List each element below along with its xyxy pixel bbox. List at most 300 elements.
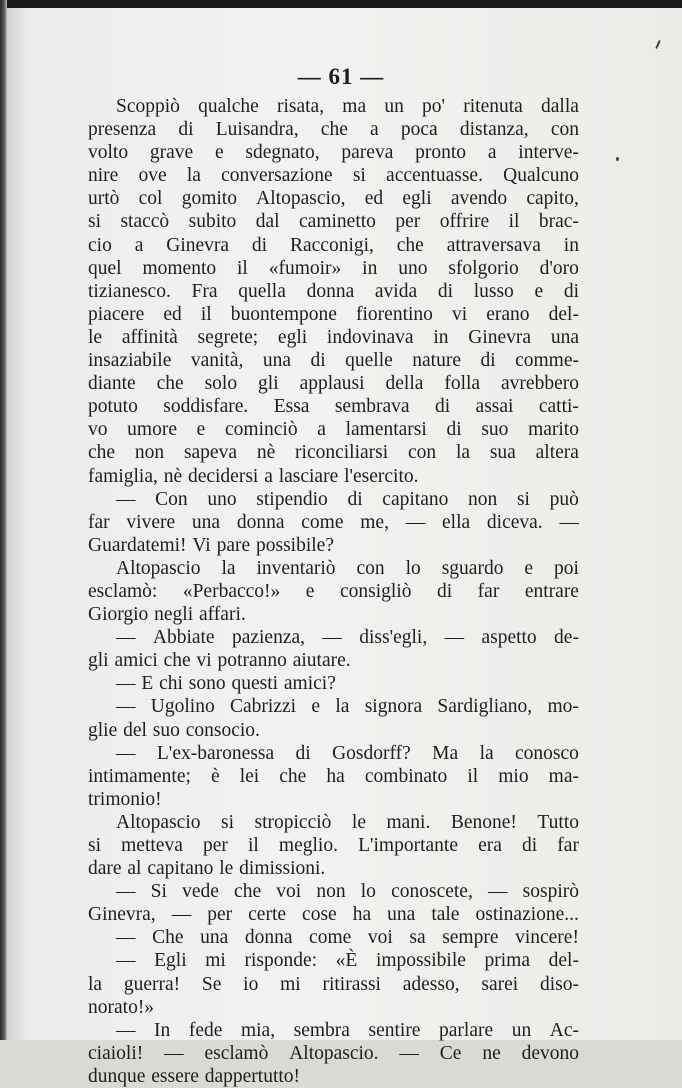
word: pazienza, (231, 627, 306, 649)
word: far (557, 835, 579, 856)
word: le (351, 811, 366, 833)
word: avendo (450, 188, 508, 210)
word: capitano (147, 858, 214, 880)
word: nè (256, 442, 276, 464)
word: comme- (515, 350, 579, 372)
word: fiorentino (356, 303, 433, 325)
word: e (311, 696, 321, 718)
word: dunque (88, 1065, 146, 1087)
word: e (214, 142, 224, 164)
word: — (399, 1042, 419, 1064)
word: diso- (539, 973, 579, 995)
word: si (220, 811, 234, 833)
word: assai (475, 396, 514, 418)
word: ha (352, 904, 372, 926)
word: volto (88, 142, 129, 164)
word: piacere (88, 303, 145, 325)
word: guerra! (123, 973, 181, 995)
word: urtò (88, 188, 120, 210)
word: Egli (154, 950, 187, 972)
word: vanità, (190, 350, 244, 372)
word: la (88, 973, 103, 995)
word: ne (482, 1042, 501, 1064)
word: vivere (126, 511, 176, 533)
word: Luisandra, (215, 119, 299, 141)
word: a (317, 419, 326, 441)
text-line (88, 511, 579, 534)
word: con (550, 119, 579, 141)
word: Racconigi, (289, 234, 374, 256)
text-line (88, 441, 579, 464)
word: dalla (541, 96, 579, 117)
word: intimamente; (88, 765, 191, 787)
text-line (88, 303, 579, 326)
word: ritenuta (463, 96, 523, 117)
word: interve- (518, 142, 579, 164)
word: segrete; (197, 326, 259, 348)
word: cominciò (225, 419, 298, 441)
word: di (178, 119, 194, 141)
word: tizianesco. (88, 280, 171, 302)
word: suo (152, 719, 180, 741)
word: insaziabile (88, 350, 172, 372)
word: mi (205, 950, 226, 972)
text-line (88, 395, 579, 418)
word: — (116, 488, 136, 510)
word: per (202, 835, 228, 856)
word: una (550, 326, 579, 348)
word: diante (88, 373, 136, 395)
word: soddisfare. (163, 396, 249, 418)
word: sfolgorio (448, 257, 519, 279)
word: nire (88, 165, 119, 187)
word: lamentarsi (345, 419, 427, 441)
word: voi (367, 927, 393, 949)
scan-top-edge (0, 0, 682, 8)
word: Tutto (537, 811, 579, 833)
word: pronto (415, 142, 467, 164)
text-line (88, 372, 579, 395)
word: che (396, 234, 424, 256)
word: po' (422, 96, 446, 117)
word: Ginevra (468, 326, 532, 348)
text-line (88, 742, 579, 765)
word: folla (444, 373, 481, 395)
text-line (88, 326, 579, 349)
word: combinato (364, 765, 448, 787)
word: questi (231, 673, 279, 695)
word: e (196, 419, 206, 441)
word: conversazione (221, 165, 333, 187)
word: egli (402, 188, 432, 210)
word: e (534, 280, 544, 302)
text-line (88, 926, 579, 949)
text-line (88, 788, 579, 811)
word: meglio. (278, 835, 338, 856)
word: Scoppiò (116, 96, 180, 117)
text-line (88, 626, 579, 649)
word: subito (188, 211, 237, 233)
word: quella (238, 280, 286, 302)
word: con (407, 442, 437, 464)
word: il (508, 211, 520, 233)
word: buontempone (230, 303, 337, 325)
word: che (156, 373, 184, 395)
word: sapeva (183, 442, 237, 464)
word: di (347, 488, 363, 510)
text-line (88, 257, 579, 280)
word: mi (280, 973, 301, 995)
word: sempre (442, 927, 499, 949)
word: ma (342, 96, 367, 117)
word: risponde: (244, 950, 318, 972)
scan-left-edge (0, 0, 7, 1040)
text-line (88, 996, 579, 1019)
word: vi (196, 650, 212, 672)
word: Ce (439, 1042, 462, 1064)
word: — (116, 950, 136, 972)
word: che (88, 442, 116, 464)
word: con (356, 557, 385, 579)
word: Guardatemi! (88, 534, 187, 556)
text-line (88, 811, 579, 834)
word: nè (163, 465, 183, 487)
word: «Perbacco!» (182, 580, 281, 602)
ink-speck (616, 157, 619, 161)
word: donna (236, 511, 285, 533)
word: far (88, 511, 110, 533)
word: il (467, 765, 479, 787)
word: indovinava (326, 326, 414, 348)
text-line (88, 141, 579, 164)
text-line (88, 534, 579, 557)
word: uno (207, 488, 237, 510)
word: sembra (293, 1019, 350, 1041)
word: vo (88, 419, 108, 441)
word: ciaioli! (88, 1042, 144, 1064)
word: umore (127, 419, 177, 441)
word: vi (452, 303, 468, 325)
word: sarei (481, 973, 519, 995)
word: Sardigliano, (437, 696, 533, 718)
word: accentuasse. (386, 165, 483, 187)
word: lo (405, 557, 421, 579)
word: egli (277, 326, 308, 348)
word: era (478, 835, 502, 856)
text-line (88, 349, 579, 372)
word: possibile? (255, 534, 334, 556)
word: Ma (432, 742, 459, 764)
text-line (88, 857, 579, 880)
text-line (88, 649, 579, 672)
word: fede (188, 1019, 223, 1041)
word: amici? (283, 673, 336, 695)
word: stipendio (256, 488, 328, 510)
word: non (468, 488, 498, 510)
word: per (207, 904, 233, 926)
word: dappertutto! (204, 1065, 301, 1087)
text-line (88, 465, 579, 488)
text-line (88, 118, 579, 141)
word: Fra (191, 280, 218, 302)
word: gli (258, 373, 279, 395)
text-line (88, 1042, 579, 1065)
word: adesso, (402, 973, 460, 995)
word: Qualcuno (503, 165, 579, 187)
word: L'importante (358, 835, 458, 856)
word: Altopascio. (289, 1042, 379, 1064)
word: Benone! (450, 811, 517, 833)
word: sa (409, 927, 426, 949)
word: riconciliarsi (295, 442, 389, 464)
word: qualche (198, 96, 259, 117)
word: catti- (538, 396, 579, 418)
text-line (88, 187, 579, 210)
word: — (116, 881, 136, 903)
word: che (320, 119, 348, 141)
word: altera (535, 442, 579, 464)
word: erano (486, 303, 530, 325)
word: Vi (192, 534, 211, 556)
word: uno (398, 257, 428, 279)
word: dimissioni. (239, 858, 326, 880)
word: ha (326, 765, 345, 787)
word: affari. (199, 604, 246, 626)
word: sospirò (522, 881, 579, 903)
word: sdegnato, (245, 142, 320, 164)
word: Giorgio (88, 604, 149, 626)
word: si (516, 488, 530, 510)
text-line (88, 95, 579, 118)
word: — (322, 627, 342, 649)
word: nature (412, 350, 461, 372)
word: capitano (382, 488, 449, 510)
word: norato!» (88, 996, 155, 1018)
word: di (437, 280, 453, 302)
word: non (316, 881, 346, 903)
word: parlare (439, 1019, 494, 1041)
word: In (154, 1019, 171, 1041)
word: lusso (473, 280, 514, 302)
word: le (219, 858, 234, 880)
word: dal (255, 211, 280, 233)
word: di (563, 280, 579, 302)
word: «È (335, 950, 358, 972)
word: Altopascio, (256, 188, 346, 210)
word: in (433, 326, 449, 348)
word: tale (431, 904, 460, 926)
word: — (116, 696, 136, 718)
word: potranno (217, 650, 287, 672)
word: ed (163, 303, 182, 325)
word: del (123, 719, 147, 741)
text-line (88, 164, 579, 187)
word: in (362, 257, 378, 279)
word: la (479, 742, 494, 764)
word: della (385, 373, 424, 395)
word: quelle (345, 350, 393, 372)
word: capito, (526, 188, 579, 210)
word: ella (442, 511, 471, 533)
word: potuto (88, 396, 138, 418)
word: la (335, 696, 350, 718)
word: ove (138, 165, 167, 187)
word: marito (528, 419, 579, 441)
word: presenza (88, 119, 157, 141)
word: applausi (299, 373, 365, 395)
word: dare (88, 858, 122, 880)
word: sembrava (334, 396, 410, 418)
text-line (88, 1065, 579, 1088)
word: di (446, 419, 462, 441)
word: Ginevra, (88, 904, 156, 926)
word: per (395, 211, 421, 233)
text-line (88, 973, 579, 996)
word: esclamò: (88, 580, 158, 602)
word: Altopascio (116, 557, 201, 579)
word: de- (554, 627, 579, 649)
word: metteva (121, 835, 183, 856)
word: donna (244, 927, 293, 949)
word: io (243, 973, 259, 995)
word: di (522, 835, 538, 856)
word: suo (481, 419, 509, 441)
word: di (295, 742, 311, 764)
word: un (384, 96, 404, 117)
text-line (88, 280, 579, 303)
word: avida (374, 280, 418, 302)
word: ma- (548, 765, 579, 787)
word: può (549, 488, 579, 510)
word: d'oro (539, 257, 579, 279)
word: si (88, 211, 102, 233)
word: brac- (538, 211, 579, 233)
word: una (200, 927, 229, 949)
word: — (171, 904, 192, 926)
word: aspetto (481, 627, 537, 649)
word: Cabrizzi (230, 696, 297, 718)
word: di (434, 396, 451, 418)
word: la (186, 165, 201, 187)
word: signora (364, 696, 423, 718)
word: mio (498, 765, 529, 787)
word: entrare (524, 580, 579, 602)
word: voi (276, 881, 302, 903)
word: distanza, (459, 119, 529, 141)
word: come (301, 511, 344, 533)
word: Altopascio (116, 811, 201, 833)
word: col (138, 188, 163, 210)
word: caminetto (299, 211, 376, 233)
word: è (210, 765, 220, 787)
word: lo (360, 881, 376, 903)
word: a (264, 465, 273, 487)
word: — (116, 927, 136, 949)
word: E (141, 673, 154, 695)
word: prima (484, 950, 530, 972)
word: mani. (386, 811, 431, 833)
body-text (88, 95, 579, 1088)
word: l'esercito. (344, 465, 419, 487)
word: glie (88, 719, 118, 741)
word: risata, (276, 96, 325, 117)
word: sentire (368, 1019, 421, 1041)
word: che (234, 881, 262, 903)
word: offrire (439, 211, 490, 233)
text-line (88, 418, 579, 441)
text-line (88, 234, 579, 257)
word: grave (149, 142, 194, 164)
word: pare (216, 534, 251, 556)
word: sua (489, 442, 516, 464)
word: quel (88, 257, 122, 279)
word: una (262, 350, 292, 372)
word: sguardo (441, 557, 504, 579)
word: — (116, 673, 136, 695)
word: decidersi (187, 465, 259, 487)
word: famiglia, (88, 465, 158, 487)
word: di (436, 580, 453, 602)
word: «fumoir» (268, 257, 342, 279)
word: — (405, 511, 426, 533)
word: e (305, 580, 315, 602)
word: un (511, 1019, 532, 1041)
word: di (310, 350, 326, 372)
text-line (88, 719, 579, 742)
word: Si (150, 881, 167, 903)
word: diceva. (486, 511, 543, 533)
word: le (88, 326, 103, 348)
word: una (387, 904, 416, 926)
word: diss'egli, (359, 627, 428, 649)
word: chi (159, 673, 183, 695)
text-line (88, 765, 579, 788)
word: mo- (547, 696, 579, 718)
word: ed (364, 188, 384, 210)
word: e (524, 557, 534, 579)
word: Abbiate (152, 627, 215, 649)
text-line (88, 210, 579, 233)
word: — (444, 627, 465, 649)
text-line (88, 903, 579, 926)
word: del- (548, 950, 579, 972)
word: — (559, 511, 579, 533)
word: donna (306, 280, 355, 302)
word: avrebbero (501, 373, 579, 395)
word: staccò (120, 211, 170, 233)
word: in (563, 234, 579, 256)
word: il (247, 835, 259, 856)
text-line (88, 834, 579, 857)
word: — (116, 627, 136, 649)
word: il (200, 303, 212, 325)
word: pareva (341, 142, 394, 164)
word: come (309, 927, 352, 949)
word: del- (548, 303, 579, 325)
word: — (164, 1042, 184, 1064)
word: cose (302, 904, 337, 926)
word: Con (155, 488, 188, 510)
word: consigliò (339, 580, 412, 602)
word: la (221, 557, 236, 579)
word: una (191, 511, 221, 533)
word: inventariò (256, 557, 336, 579)
word: di (480, 350, 496, 372)
word: attraversava (446, 234, 541, 256)
word: conoscete, (391, 881, 473, 903)
word: poi (554, 557, 579, 579)
text-line (88, 580, 579, 603)
